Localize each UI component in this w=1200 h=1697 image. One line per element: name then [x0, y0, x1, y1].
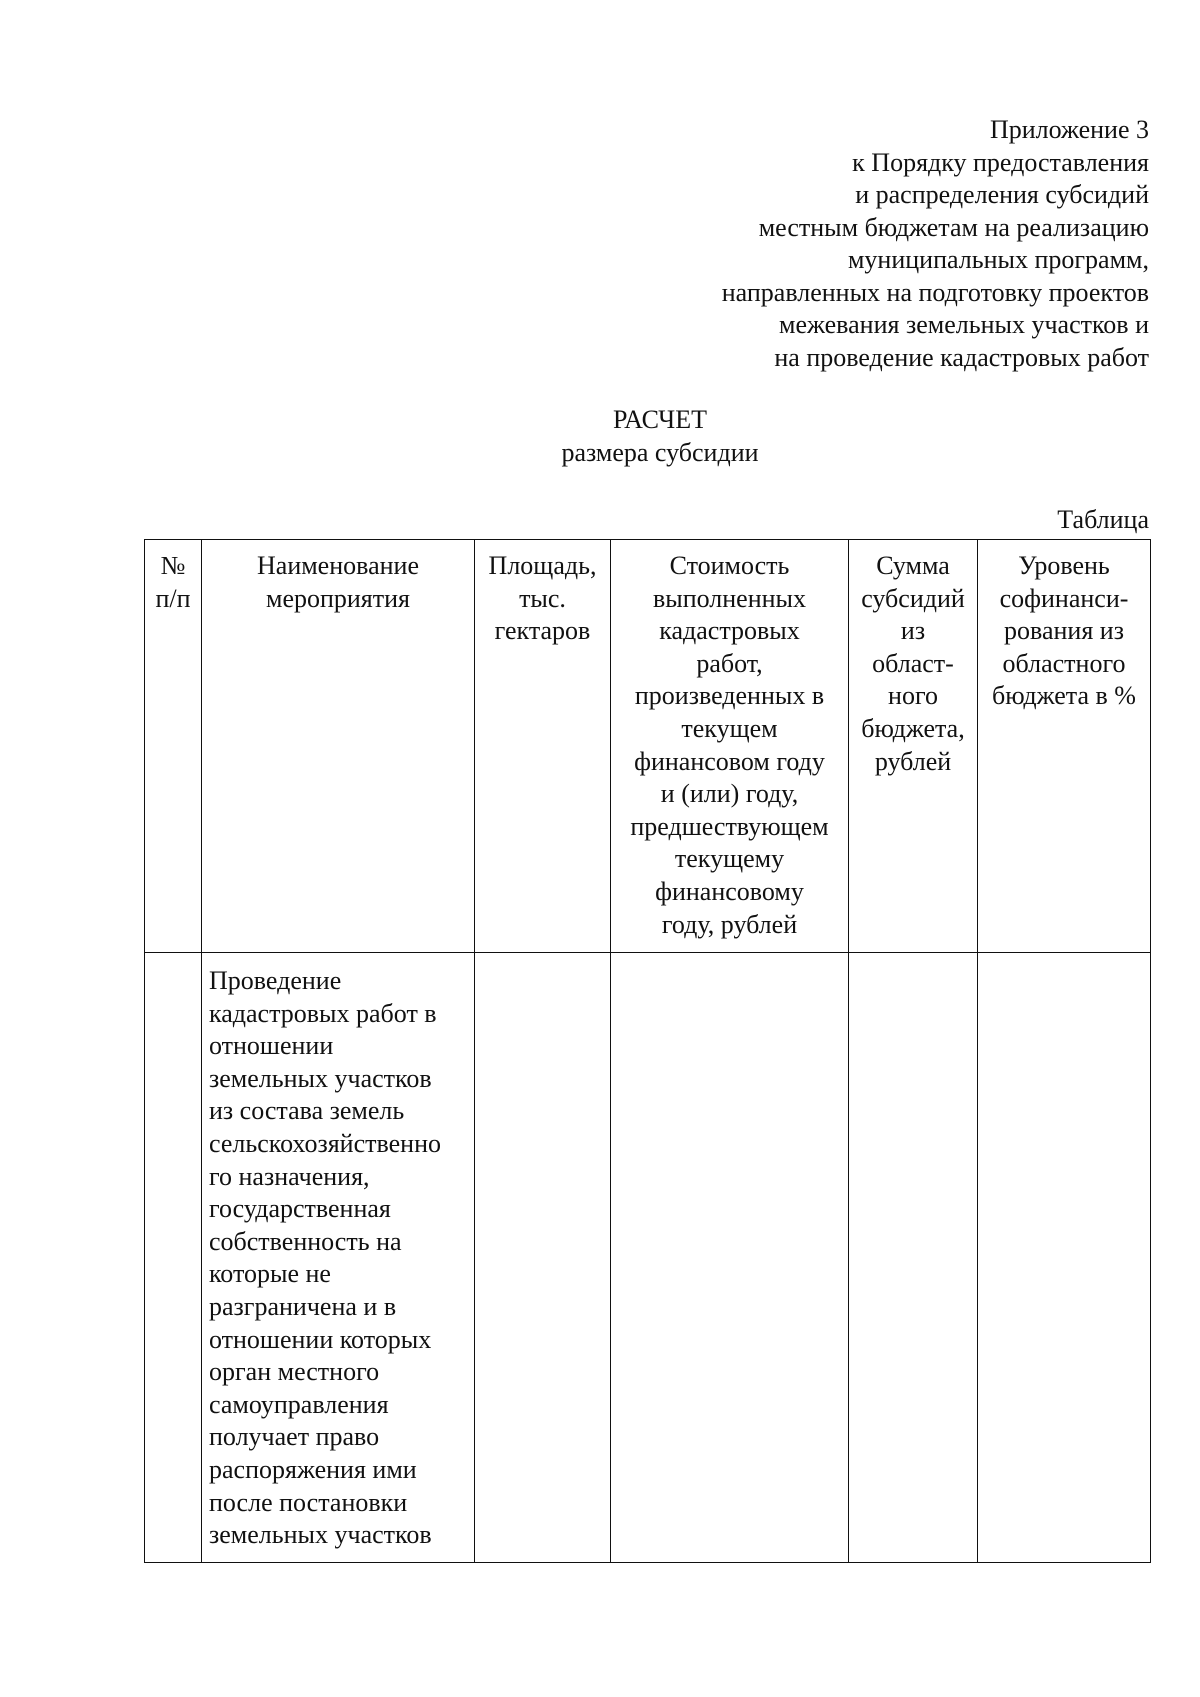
- header-line: Стоимость: [669, 551, 790, 580]
- name-line: которые не: [209, 1259, 331, 1289]
- name-line: сельскохозяйственно: [209, 1128, 441, 1158]
- header-line: финансовому: [655, 876, 804, 906]
- appendix-line: на проведение кадастровых работ: [774, 342, 1149, 372]
- cell-activity-name: [202, 953, 475, 1563]
- name-line: получает право: [209, 1422, 380, 1452]
- title-main: РАСЧЕТ: [613, 405, 707, 434]
- name-line: го назначения,: [209, 1161, 370, 1191]
- subsidy-calculation-table: [144, 539, 1151, 1563]
- name-line: после постановки: [209, 1487, 408, 1517]
- name-line: распоряжения ими: [209, 1454, 417, 1484]
- header-cell-name: [202, 540, 475, 953]
- header-line: предшествующем: [630, 811, 829, 841]
- header-line: Уровень: [1018, 551, 1110, 580]
- cell-area: [475, 953, 611, 1563]
- header-line: рублей: [874, 746, 952, 776]
- name-line: самоуправления: [209, 1389, 389, 1419]
- header-line: Наименование: [257, 551, 419, 580]
- header-line: бюджета,: [861, 713, 965, 743]
- appendix-line: и распределения субсидий: [855, 180, 1149, 209]
- appendix-line: направленных на подготовку проектов: [721, 277, 1149, 307]
- header-line: софинанси-: [999, 583, 1129, 613]
- appendix-line: местным бюджетам на реализацию: [758, 212, 1149, 242]
- header-line: текущему: [674, 844, 785, 874]
- name-line: разграничена и в: [209, 1291, 397, 1321]
- header-line: произведенных в: [634, 681, 825, 711]
- name-line: отношении: [209, 1031, 334, 1061]
- cell-number: [145, 953, 202, 1563]
- header-cell-number: [145, 540, 202, 953]
- header-cell-area: [475, 540, 611, 953]
- header-line: областного: [1002, 648, 1126, 678]
- header-line: гектаров: [494, 616, 591, 646]
- cell-cofinancing-level: [978, 953, 1151, 1563]
- header-line: текущем: [681, 713, 778, 743]
- header-line: рования из: [1004, 616, 1124, 646]
- header-line: Площадь,: [488, 551, 597, 580]
- appendix-line: межевания земельных участков и: [779, 310, 1149, 339]
- header-cell-cost: [611, 540, 849, 953]
- name-line: орган местного: [209, 1357, 380, 1387]
- header-line: област-: [872, 648, 954, 678]
- cell-cost: [611, 953, 849, 1563]
- header-line: бюджета в %: [992, 681, 1136, 711]
- header-line: Сумма: [876, 551, 950, 580]
- header-line: субсидий: [861, 583, 965, 613]
- cell-subsidy: [849, 953, 978, 1563]
- appendix-line: к Порядку предоставления: [852, 147, 1149, 177]
- header-cell-cofinancing-level: [978, 540, 1151, 953]
- table-row: [145, 953, 1151, 1563]
- name-line: кадастровых работ в: [209, 998, 437, 1028]
- header-line: из: [900, 616, 926, 646]
- title-sub: размера субсидии: [561, 438, 759, 467]
- name-line: государственная: [209, 1194, 391, 1224]
- header-line: кадастровых: [659, 616, 800, 646]
- table-label: Таблица: [1057, 505, 1149, 534]
- header-line: мероприятия: [265, 583, 410, 613]
- header-cell-subsidy: [849, 540, 978, 953]
- name-line: земельных участков: [209, 1520, 432, 1550]
- header-line: тыс.: [519, 583, 566, 613]
- header-line: ного: [888, 681, 938, 711]
- header-line: №: [160, 551, 186, 580]
- appendix-line: муниципальных программ,: [847, 245, 1149, 274]
- name-line: из состава земель: [209, 1096, 405, 1126]
- name-line: отношении которых: [209, 1324, 432, 1354]
- name-line: земельных участков: [209, 1063, 432, 1093]
- appendix-header: [449, 114, 1149, 374]
- header-line: работ,: [696, 648, 763, 678]
- header-line: выполненных: [652, 583, 807, 613]
- appendix-line: Приложение 3: [989, 115, 1149, 144]
- name-line: Проведение: [209, 966, 342, 995]
- table-header-row: [145, 540, 1151, 953]
- header-line: финансовом году: [634, 746, 825, 776]
- header-line: году, рублей: [661, 909, 798, 939]
- name-line: собственность на: [209, 1226, 402, 1256]
- header-line: п/п: [155, 583, 191, 613]
- header-line: и (или) году,: [660, 779, 799, 809]
- document-title: [0, 403, 1200, 469]
